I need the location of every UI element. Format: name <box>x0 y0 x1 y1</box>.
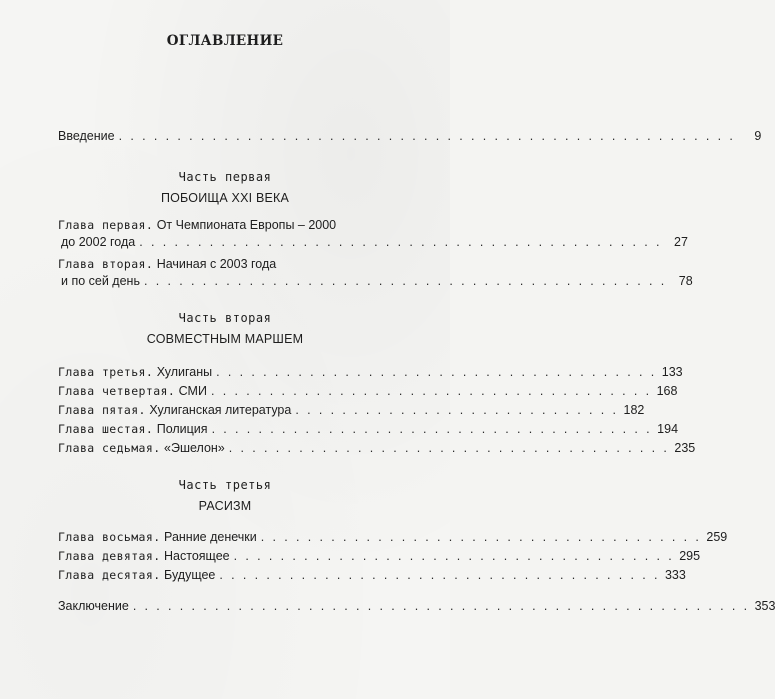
toc-entry-chapter-1 <box>58 217 688 251</box>
toc-entry-intro <box>58 128 762 145</box>
part-label: Часть вторая <box>178 311 272 325</box>
toc-page-number: 27 <box>674 235 688 249</box>
toc-page-number: 333 <box>664 568 686 582</box>
leader-dots: . . . . . . . . . . . . . . . . . . . . . . . . . . . . . . . . . . . . . . <box>216 365 657 379</box>
toc-entry-chapter-7 <box>58 440 696 457</box>
chapter-title: Начиная с 2003 года <box>156 257 277 271</box>
part-heading-2 <box>0 311 450 346</box>
chapter-number: Глава третья. <box>58 365 154 379</box>
chapter-number: Глава десятая. <box>58 568 161 582</box>
leader-dots: . . . . . . . . . . . . . . . . . . . . . . . . . . . . . . . . . . . . . . <box>219 568 660 582</box>
toc-entry-label: Заключение <box>58 599 129 613</box>
toc-entry-chapter-2 <box>58 256 693 290</box>
toc-entry-chapter-6 <box>58 421 679 438</box>
chapter-number: Глава четвертая. <box>58 384 176 398</box>
chapter-number: Глава шестая. <box>58 422 154 436</box>
part-title: ПОБОИЩА XXI ВЕКА <box>160 191 290 205</box>
toc-entry-chapter-5 <box>58 402 645 419</box>
chapter-title: Будущее <box>164 568 216 582</box>
toc-page-number: 194 <box>657 422 679 436</box>
chapter-number: Глава пятая. <box>58 403 146 417</box>
leader-dots: . . . . . . . . . . . . . . . . . . . . . . . . . . . . . . . . . . . . . . <box>210 384 652 398</box>
chapter-title: Хулиганская литература <box>149 403 292 417</box>
leader-dots: . . . . . . . . . . . . . . . . . . . . . . . . . . . . . . . . . . . . . . . . . . . . . . . . . . . . . <box>118 129 736 143</box>
chapter-title: Настоящее <box>164 549 230 563</box>
chapter-number: Глава восьмая. <box>58 530 161 544</box>
leader-dots: . . . . . . . . . . . . . . . . . . . . . . . . . . . . <box>295 403 619 417</box>
toc-page-number: 133 <box>661 365 683 379</box>
chapter-title: СМИ <box>178 384 207 398</box>
toc-page-number: 9 <box>754 129 762 143</box>
leader-dots: . . . . . . . . . . . . . . . . . . . . . . . . . . . . . . . . . . . . . . . . . . . . . <box>139 235 662 249</box>
toc-page-number: 235 <box>674 441 696 455</box>
toc-page-number: 353 <box>754 599 775 613</box>
page-title: ОГЛАВЛЕНИЕ <box>166 33 284 49</box>
chapter-number: Глава девятая. <box>58 549 161 563</box>
toc-page-number: 259 <box>706 530 728 544</box>
part-label: Часть первая <box>178 170 272 184</box>
toc-entry-chapter-10 <box>58 567 686 584</box>
toc-entry-conclusion <box>58 598 775 615</box>
toc-entry-chapter-3 <box>58 364 683 381</box>
toc-page-number: 182 <box>623 403 645 417</box>
chapter-number: Глава вторая. <box>58 257 154 271</box>
leader-dots: . . . . . . . . . . . . . . . . . . . . . . . . . . . . . . . . . . . . . . <box>233 549 675 563</box>
chapter-number: Глава первая. <box>58 218 154 232</box>
chapter-title: Ранние денечки <box>164 530 257 544</box>
toc-page-number: 168 <box>656 384 678 398</box>
chapter-title-cont: и по сей день <box>61 274 140 288</box>
chapter-title-cont: до 2002 года <box>61 235 136 249</box>
leader-dots: . . . . . . . . . . . . . . . . . . . . . . . . . . . . . . . . . . . . . . <box>228 441 670 455</box>
toc-entry-chapter-8 <box>58 529 728 546</box>
part-heading-3 <box>0 478 450 513</box>
part-label: Часть третья <box>178 478 272 492</box>
chapter-title: От Чемпионата Европы – 2000 <box>156 218 337 232</box>
chapter-title: Хулиганы <box>156 365 213 379</box>
leader-dots: . . . . . . . . . . . . . . . . . . . . . . . . . . . . . . . . . . . . . . . . . . . . . <box>143 274 667 288</box>
toc-page-number: 78 <box>678 274 693 288</box>
part-title: СОВМЕСТНЫМ МАРШЕМ <box>146 332 304 346</box>
part-title: РАСИЗМ <box>198 499 252 513</box>
chapter-title: Полиция <box>156 422 208 436</box>
part-heading-1 <box>0 170 450 205</box>
leader-dots: . . . . . . . . . . . . . . . . . . . . . . . . . . . . . . . . . . . . . . <box>260 530 702 544</box>
toc-entry-chapter-4 <box>58 383 678 400</box>
toc-entry-chapter-9 <box>58 548 701 565</box>
leader-dots: . . . . . . . . . . . . . . . . . . . . . . . . . . . . . . . . . . . . . . <box>211 422 653 436</box>
toc-page-number: 295 <box>679 549 701 563</box>
leader-dots: . . . . . . . . . . . . . . . . . . . . . . . . . . . . . . . . . . . . . . . . . . . . . . . . . . . . . <box>132 599 750 613</box>
chapter-number: Глава седьмая. <box>58 441 161 455</box>
toc-entry-label: Введение <box>58 129 115 143</box>
chapter-title: «Эшелон» <box>164 441 225 455</box>
